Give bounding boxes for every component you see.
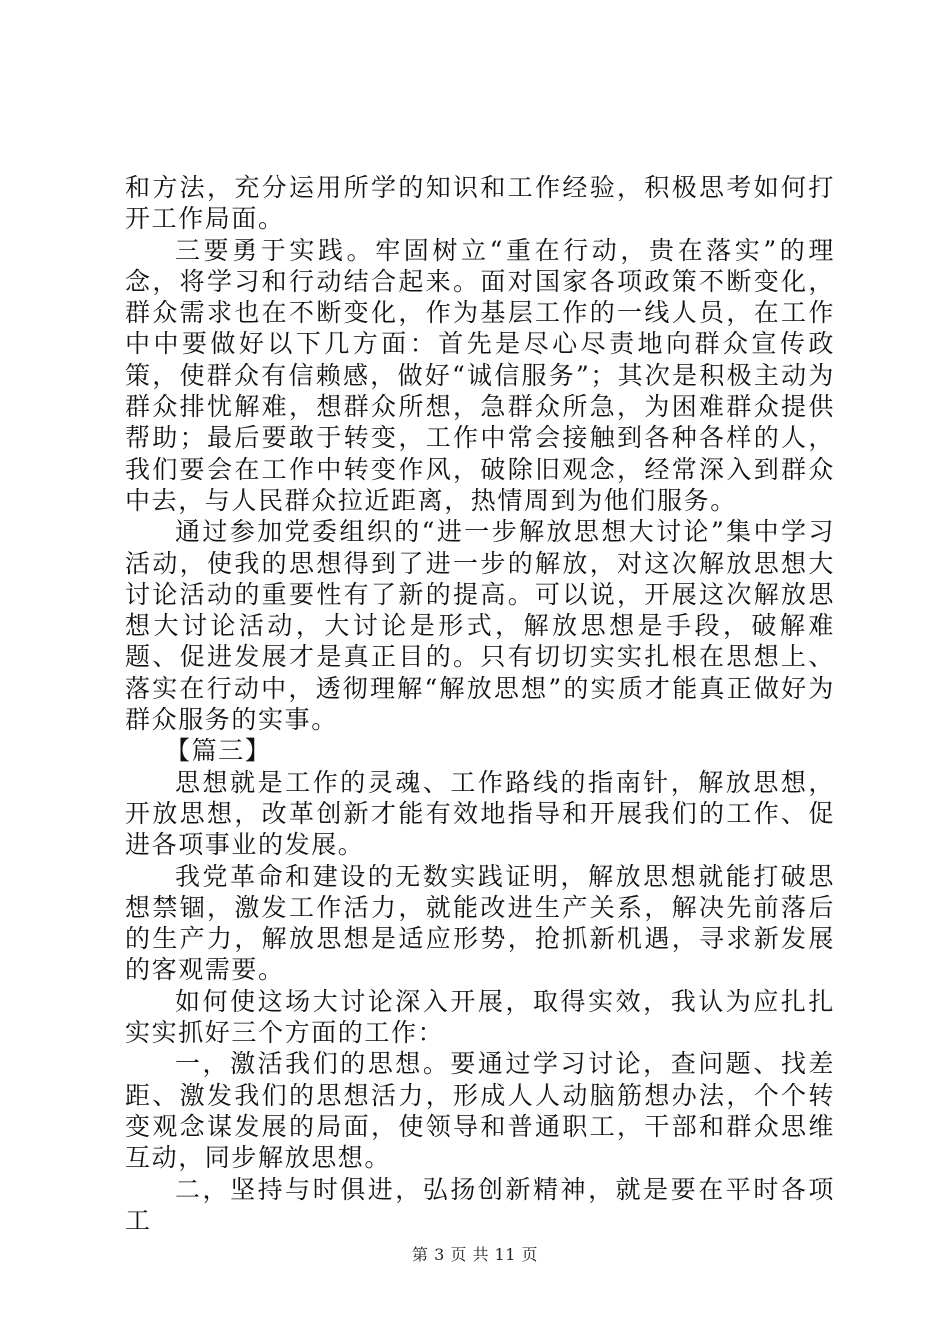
section-heading: 【篇三】 xyxy=(165,736,272,766)
paragraph-continuation: 和方法，充分运用所学的知识和工作经验，积极思考如何打开工作局面。 xyxy=(125,173,835,234)
paragraph-thought-soul: 思想就是工作的灵魂、工作路线的指南针，解放思想，开放思想，改革创新才能有效地指导和开展我们的工作、促进各项事业的发展。 xyxy=(125,767,835,860)
paragraph-practice: 三要勇于实践。牢固树立“重在行动，贵在落实”的理念，将学习和行动结合起来。面对国家各项政策不断变化，群众需求也在不断变化，作为基层工作的一线人员，在工作中中要做好以下几方面：首先是尽心尽责地向群众宣传政策，使群众有信赖感，做好“诚信服务”；其次是积极主动为群众排忧解难，想群众所想，急群众所急，为困难群众提供帮助；最后要敢于转变，工作中常会接触到各种各样的人，我们要会在工作中转变作风，破除旧观念，经常深入到群众中去，与人民群众拉近距离，热情周到为他们服务。 xyxy=(125,235,835,515)
paragraph-party-practice: 我党革命和建设的无数实践证明，解放思想就能打破思想禁锢，激发工作活力，就能改进生产关系，解决先前落后的生产力，解放思想是适应形势，抢抓新机遇，寻求新发展的客观需要。 xyxy=(125,861,835,985)
paragraph-discussion-summary: 通过参加党委组织的“进一步解放思想大讨论”集中学习活动，使我的思想得到了进一步的解放，对这次解放思想大讨论活动的重要性有了新的提高。可以说，开展这次解放思想大讨论活动，大讨论是形式，解放思想是手段，破解难题、促进发展才是真正目的。只有切切实实扎根在思想上、落实在行动中，透彻理解“解放思想”的实质才能真正做好为群众服务的实事。 xyxy=(125,517,835,735)
paragraph-point-one: 一，激活我们的思想。要通过学习讨论，查问题、找差距、激发我们的思想活力，形成人人动脑筋想办法，个个转变观念谋发展的局面，使领导和普通职工，干部和群众思维互动，同步解放思想。 xyxy=(125,1049,835,1173)
page-number-footer: 第 3 页 共 11 页 xyxy=(412,1245,538,1264)
document-body xyxy=(125,172,835,1236)
paragraph-three-aspects: 如何使这场大讨论深入开展，取得实效，我认为应扎扎实实抓好三个方面的工作： xyxy=(125,986,835,1048)
paragraph-point-two: 二，坚持与时俱进，弘扬创新精神，就是要在平时各项工 xyxy=(125,1174,835,1235)
